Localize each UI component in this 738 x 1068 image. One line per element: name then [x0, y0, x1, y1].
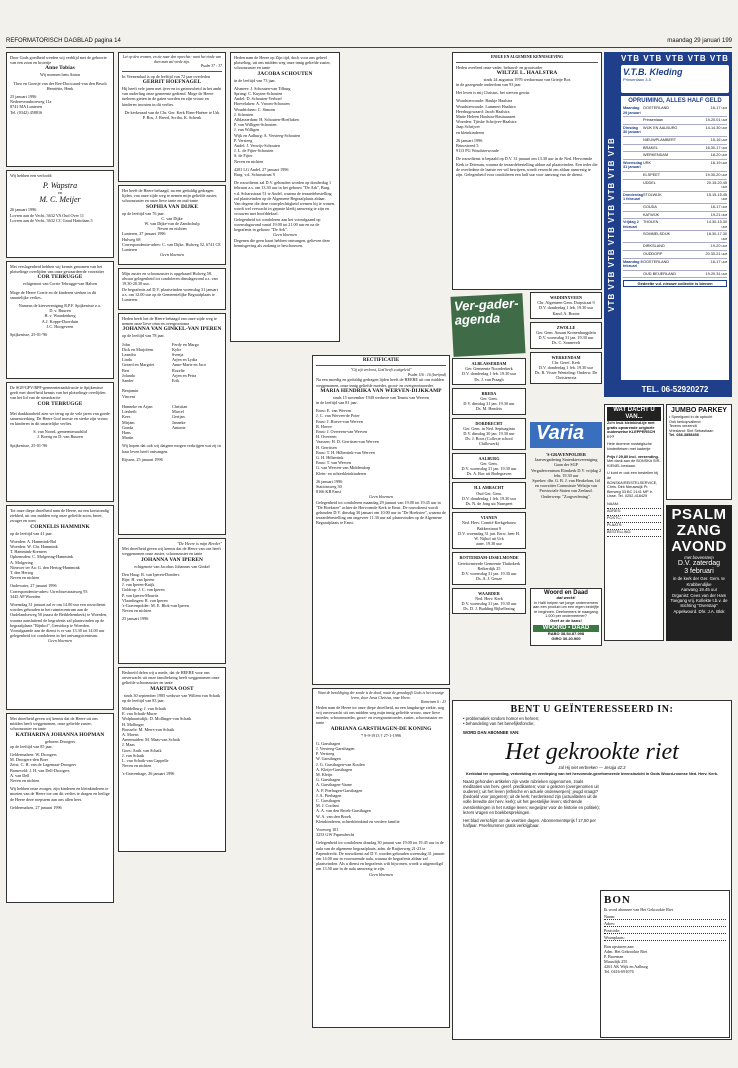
vtb-schedule-row: ELSPEET 19.30-20 uur	[623, 172, 727, 180]
notice-body-2: Van degene die deze rouwplechtigheid wensen bij te wonen, wordt wel verwacht in gepaste kledij aanwezig te zijn en vrouwen met hoofddeksel.	[234, 201, 336, 217]
family-line: A. Molgering	[10, 559, 33, 565]
death-notice-schouten: Heden nam de Heere op Zijn tijd, doch voor ons geheel plotseling, uit ons midden weg onze innig geliefde zuster, schoonzuster en tante JACOBA SCHOUTEN in de leeftijd van 73 jaar. Alsmeer: J. Schouten-van Tilburg Sprang: C. Kuyten-Schouten Andel: D. Schouten-Verhoef Hoevelaken: A. Vroom-Schouten Woudrichem: C. Simons J. Schouten Alblasserdam: H. Schouten-Hoeflaken P. van Willigen-Schouten J. van Willigen Wijk en Aalburg: A. Versteeg-Schouten P. Versteeg Andel: J. Verwijs-Schouten J. L. de Fijter-Schouten S. de Fijter Neven en nichten 4281 LG Andel, 27 januari 1996 Burg. v.d. Scharsstraat 9 De rouwdienst zal D.V. gehouden worden op donderdag 1 februari a.s. om 13.30 uur in het gebouw "De Ark", Burg. v.d. Scharsstraat 51 te Andel, waarna de teraardebestelling zal plaatsvinden op de Algemene Begraafplaats aldaar. Van degene die deze rouwplechtigheid wensen bij te wonen, wordt wel verwacht in gepaste kledij aanwezig te zijn en vrouwen met hoofddeksel. Gelegenheid tot condoleren aan het voorafgaand op woensdagavond vanaf 19.00 tot 21.00 uur en na de begrafenis in gebouw "De Ark". Geen bloemen Degenen die geen kaart hebben ontvangen, gelieven deze kennisgeving als zodanig te beschouwen.	[230, 52, 340, 342]
column-4	[452, 52, 602, 293]
notice-sub: sinds 24 augustus 1976 weduwnaar van Grietje Bos	[483, 76, 571, 82]
agenda-left-list	[452, 358, 526, 614]
notice-text: Door Gods goedheid werden wij verblijd met de geboorte van een zoon en broertje	[10, 55, 107, 66]
notice-text: Met droefheid geven wij kennis dat de Heere uit ons midden heeft weggenomen, onze geliefde zuster, schoonzuster en tante	[10, 716, 98, 732]
notice-body-2: De rouwdienst is bepaald op D.V. 31 januari om 13.30 uur in de Ned. Hervormde Kerk te Driesum, waarna de teraardebestelling aldaar zal plaatsvinden. Een ieder die de overledene de laatste eer wil bewijzen, wordt verzocht om aldaar aanwezig te zijn. Gelegenheid voor condoleren een half uur voor aanvang van de dienst.	[456, 156, 598, 178]
agenda-item: ZWOLLE Ger. Gem. Ansant Kronenburgplein D.V. woensdag 31 jan. 19.30 uur Ds. C. Sonnevelt	[530, 322, 602, 349]
notice-place: Geldermalsen, 27 januari 1996	[10, 804, 62, 810]
family-line: Ophemsden: C. Molgering-Hammink	[10, 554, 73, 560]
notice-name: CORNELIS HAMMINK	[30, 523, 90, 530]
family-line: Neven en nichten	[10, 575, 40, 581]
vtb-schedule-row: Woensdag 31 januari URK 16-19 uur	[623, 160, 727, 172]
notice-parents: Theo en Goertje van der Ree-Docwaard-van den Beuch	[13, 80, 107, 86]
coupon-place-field[interactable]: Woonplaats:	[604, 934, 726, 941]
death-notice-van-iperen: "De Heere is mijn Herder" Met droefheid geven wij kennis dat de Heere van ons heeft weggenomen onze zuster, schoonzuster en tante JOHANNA VAN IPEREN echtgenote van Jacobus Johannes van Ginkel Den Haag: R. van Iperen-Donders Rijn: H. van Iperen J. van Iperen-Kuijk Goldrop: J. C. van Iperen P. van Iperen-Mourits Vlaardingen: R. van Iperen 's-Gravenpolder: M. E. Blok-van Iperen Neven en nichten 25 januari 1996	[118, 538, 226, 664]
varia-logo: Varia	[530, 422, 602, 448]
family-line: Zeist: C. H. van de Lagemaat-Droogers	[10, 762, 77, 768]
vtb-schedule-row: WERKENDAM 18-20 uur	[623, 152, 727, 160]
notice-footer: Geen bloemen	[159, 252, 185, 258]
vtb-schedule-row: NIEUWPLAMBERT 15-16 uur	[623, 137, 727, 145]
notice-age: op de leeftijd van 83 jaar.	[122, 697, 165, 703]
vtb-schedule-row: BRAKEL 16.30-17 uur	[623, 145, 727, 153]
notice-sub: sinds 15 november 1949 weduwe van Teunis van Werven	[332, 394, 430, 400]
notice-name: KATHARINA JOHANNA HOPMAN	[15, 731, 105, 738]
notice-place: Spijkenisse, 25-01-'96	[10, 332, 48, 338]
vtb-schedule-row: GOUDA 16-17 uur	[623, 204, 727, 212]
agenda-item: WADDINXVEEN Chr. Algemeen Gem. Dorpstraat 9 D.V. donderdag 1 feb. 19.30 uur Kand. A. Boone	[530, 292, 602, 319]
header-left: REFORMATORISCH DAGBLAD pagina 14	[6, 38, 121, 44]
family-line: Barneveld: J. H. van Dell-Droogers	[10, 767, 70, 773]
notice-address: Hulweg 68	[122, 236, 141, 242]
agenda-item: H.I. AMBACHT Oud Ger. Gem. D.V. donderdag 1 feb. 19.30 uur Ds. N. de Jong uit Nunspeet	[452, 482, 526, 509]
notice-name: COR TEBRUGGE	[37, 400, 83, 407]
notice-signer: S. van Noord, gemeenteraadslid	[33, 429, 87, 435]
death-notice-tebrugge-2	[6, 382, 114, 502]
notice-address: Nedereveaubroeweg 11a 8741 MA Lunteren Tel. (0342) 458816	[10, 99, 52, 115]
death-notice-haalstra: ENIGE EN ALGEMENE KENNISGEVING Heden overleed onze vader, behuwd- en grootvader WILTZE L. HAALSTRA sinds 24 augustus 1976 weduwnaar van Grietje Bos in de gezegende ouderdom van 93 jaar. Het leven is mij Christus, het sterven gewin. Woudsterwoude: Baukje Haalstra Woudsterwoude: Lammert Haalstra Heerhugowaard: Jacob Haalstra Marie Heleen Haalstra-Bastiaansen Woerden: Tjitske Schrijver-Haalstra Jaap Schrijver en kleinkinderen 26 januari 1996 Brincstreed 5 9113 PG Woudsterwoude De rouwdienst is bepaald op D.V. 31 januari om 13.30 uur in de Ned. Hervormde Kerk te Driesum, waarna de teraardebestelling aldaar zal plaatsvinden. Een ieder die de overledene de laatste eer wil bewijzen, wordt verzocht om aldaar aanwezig te zijn. Gelegenheid voor condoleren een half uur voor aanvang van de dienst.	[452, 52, 602, 290]
notice-body: Hij heeft vele jaren met ijver en in getrouwheid in het ambt van ouderling onze gemeente gediend. Moge de Heere tueleren gieten in de gaten worden en zijn vrouw en kinderen troosten in dit verlies.	[122, 85, 222, 107]
notice-body-4: Degenen die geen kaart hebben ontvangen, gelieven deze kennisgeving als zodanig te beschouwen.	[234, 237, 331, 248]
notice-signer: H. v. Waardenberg	[44, 313, 76, 319]
notice-name: JOHANNA VAN IPEREN	[140, 556, 204, 563]
address-field[interactable]: ADRES:	[607, 509, 661, 516]
notice-body: Wij hebben onze zwager, zijn kinderen en kleinkinderen te moeten van de Heere toe om dit verlies te dragen en heilige de Heere deze roepstem aan ons allen heet.	[10, 786, 110, 802]
notice-name: COR TEBRUGGE	[37, 274, 83, 281]
gekrookte-riet-ad: BENT U GEÏNTERESSEERD IN: • problematiek rondom homor en hehren; • behandeling van het benefijksfonctie; WORD DAN ABONNEE VAN: Het gekrookte riet zal Hij niet verbreken — Jesaja 42:3 Kerkblad ter opvoeding, verbreiding en verdieping van het hervormde-gereformeerde levensinzicht in Gods Woord-roomse Ned. Herv. Kerk. Naast gehonden artikelen zijn vaste rubrieken opgenomen, zoals meditaties van herv. geref. predikanten; voor u gelezen (overgenomen uit ouderen); uit het leven (ethische en actuele onderwerpen); jeugd vraagt? (bedoeld voor jongeren); uit de kerk; herdenkend zijn (actualiteiten uit de volle breedte der herv. kerk); uit het geestelijke leven; stichtende overdenkingen in het rustige leven; wegwijzer voor de historie en politiek); lezers vragen en boekbesprekingen. Het blad verschijnt om de veertien dagen. Abonnementsprijs f 17,50 per halfjaar. Proefnummer gratis verkrijgbaar.	[452, 700, 732, 1040]
coupon-name-field[interactable]: Naam:	[604, 913, 726, 920]
notice-place: Lunteren, 27 januari 1996	[122, 231, 166, 237]
notice-address: Lovren aan de Vecht, 3632 VA Oud Over 11	[10, 212, 84, 218]
vtb-schedule-row: OUD-BEIJERLAND 19-20.31 uur	[623, 271, 727, 279]
notice-text: Heden nam de Heere tot onze diepe droefheid, na een langdurige ziekte, nog vrij onverwacht uit ons midden weg mijn innig geliefde vrouw, onze lieve moeder, schoonmoeder, groot- en overgrootmoeder, zuster, schoonzuster en tante	[316, 704, 445, 726]
notice-signer: A.J. Koppe-Doorduin	[41, 318, 79, 324]
death-notice-van-dijke	[118, 185, 226, 265]
agenda-item: DORDRECHT Ger. Gem. in Ned. Septuaginta D.V. dinsdag 30 jan. 19.30 uur Ds. J. Roos (Collecte school Chillowerk)	[452, 418, 526, 450]
death-notice-garsthagen: Want de bezoldiging der zonde is de dood, maar de genadegift Gods is het eeuwige leven, door Jezus Christus, onze Heere. Romeinen 6 : 23 Heden nam de Heere tot onze diepe droefheid, na een langdurige ziekte, nog vrij onverwacht uit ons midden weg mijn innig geliefde vrouw, onze lieve moeder, schoonmoeder, groot- en overgrootmoeder, zuster, schoonzuster en tante ADRIANA GARSTHAGEN-DE KONING * 9-9-1913 † 27-1-1996 G. Garsthagen J. Versteeg-Garsthagen P. Versteeg W. Garsthagen J. G. Garsthagen-van Koulen A. Kleijn-Garsthagen M. Kleijn G. Garsthagen A. Garsthagen-Vaane A. P. Pierhagen-Garsthagen J. A. Pierhagen C. Garsthagen M. J. Coolant A. A. van den Broek-Garsthagen W. A. van den Broek Kleinkinderen, achterkleinkind en verdere familie Voorweg 101 3253 GW Papendrecht Gelegenheid tot condoleren dinsdag 30 januari van 19.00 tot 19.45 uur in de aula van de algemene begraafplaats, adm. de Ruijterweg 21-23 te Papendrecht. De rouwdienst zal D.V. worden gehouden woensdag 31 januari om 14.00 uur in voornoemde aula, waarna de begrafenis aldaar zal plaatsvinden. Als u dienst en begrafenis wilt bijwonen, wordt u uitgenodigd om 13.50 uur in de aula aanwezig te zijn. Geen bloemen	[312, 688, 450, 1028]
birth-notice-anne	[6, 52, 114, 167]
vtb-schedule-row: Dinsdag 30 januari WIJK EN AALBURG 14-14.30 uur	[623, 125, 727, 137]
notice-age: op de leeftijd van 76 jaar.	[122, 210, 165, 216]
jumbo-parkey-ad: JUMBO PARKEY • Speelgoed in de optocht Ook kerkopvallend Tevens verzendt Vriesland: Sint Sebastiaan Tel. 038-3858458	[666, 404, 732, 500]
notice-text: Na een moedig en geduldig gedragen lijden heeft de HEERE uit ons midden weggenomen, onze innig geliefde moeder, groot- en overgrootmoeder	[316, 377, 444, 388]
notice-name: Anne Tobias	[45, 65, 75, 72]
death-notice-hammink	[6, 505, 114, 710]
agenda-item: ALBLASSERDAM Ger. Gemeente Noorderkerk D.V. donderdag 1 feb. 19.30 uur Ds. J. van Praagh	[452, 358, 526, 385]
column-2	[118, 52, 226, 855]
vtb-phone: TEL. 06-52920272	[641, 384, 709, 394]
notice-text: Met droefheid geven wij kennis dat de Heere van ons heeft weggenomen onze zuster, schoonzuster en tante	[122, 546, 221, 557]
notice-age: in de leeftijd van 73 jaar.	[234, 77, 276, 83]
family-line: C. van Dijke	[161, 215, 183, 221]
notice-text: Wij hebben een verloofd:	[10, 173, 53, 178]
family-left: John Dick en Marjoleen Leandra Linda Gerard en Margriet Bert Jolanda Sander Benjamin Vincent Hunneke en Arjan Liesbeth Kees Mirjam Gonda Hans Martin	[122, 341, 155, 441]
woord-en-daad-ad: Woord en Daad dat werkt! In Haïti helpen we jonge ondernemers aan een product om een eigen bedrijfje te beginnen. Deelnemers te naargang 1.000 per onderneemer? Geef ze de kans! WOORD • DAAD RABO 38.54.87.098 GIRO 30.20.900	[530, 588, 602, 646]
notice-place: 's-Gravenhage, 26 januari 1996	[122, 771, 175, 777]
notice-age: op de leeftijd van 78 jaar.	[122, 333, 165, 339]
vtb-schedule-row: Donderdag 1 februari STOLWIJK 15.15-15.45 uur	[623, 192, 727, 204]
notice-verse-ref: Romeinen 6 : 23	[421, 700, 446, 705]
notice-text: Met verslagenheid hebben wij kennis genomen van het plotselinge overlijden van onze gewaardeerde voorzitter	[10, 264, 105, 275]
header-right: maandag 29 januari 199	[667, 38, 732, 44]
family-line: Neven en nichten	[10, 778, 40, 784]
notice-signer: De kerkeraad van de Chr. Ger. Kerk Eben-Haëzer te Urk	[124, 109, 220, 115]
family-line: W. van Dijke-van de Zandschulp	[144, 221, 200, 227]
notice-en: en	[58, 190, 62, 196]
column-3	[230, 52, 340, 345]
notice-name: SOPHIA VAN DIJKE	[145, 203, 199, 210]
name-field[interactable]: NAAM:	[607, 502, 661, 509]
postcode-field[interactable]: POSTC.:	[607, 516, 661, 523]
wat-dacht-u-van-ad: WAT DACHT U VAN... Zo'n leuk kleinkind-tje met gratis opvarende originele ouderwetse KLEPPERSCH !!?? Hele dromme nostalgische kinderfietsen met kadertje Prijs f 29,80 incl. verzending. Met dank aan de BONSKA SIR-KIENEL bestaan. U kunt er ook een bestellen bij de BONSKA/REISTELSERVICE, Chris. Dirk Nieuwwijk Pr. Bierweg 33 BC 2141 MP Ir. Lisse. Tel. 0252-418429 NAAM: ADRES: POSTC.: PLAATS: BESTELLING:	[604, 404, 664, 641]
ad-title: BENT U GEÏNTERESSEERD IN:	[510, 704, 674, 715]
notice-name: MARIA HENDRIKA VAN WERVEN-DIJKKAMP	[320, 387, 442, 394]
notice-footer: Geen bloemen	[368, 871, 394, 877]
coupon-postcode-field[interactable]: Postcode:	[604, 927, 726, 934]
notice-place: 26 januari 1996 Stationsweg 30 8166 KB Emst	[316, 478, 343, 495]
vtb-top-banner: VTB VTB VTB VTB VTB	[621, 53, 729, 63]
notice-place: 26 januari 1996 Brincstreed 5 9113 PG Woudsterwoude	[456, 137, 499, 154]
place-field[interactable]: PLAATS:	[607, 523, 661, 530]
notice-body: De rouwdienst zal D.V. gehouden worden op donderdag 1 februari a.s. om 13.30 uur in het gebouw "De Ark", Burg. v.d. Scharsstraat 51 te Andel, waarna de teraardebestelling zal plaatsvinden op de Algemene Begraafplaats aldaar.	[234, 180, 332, 201]
notice-text: Het heeft de Heere behaagd, na een geduldig gedragen lijden, van onze zijde weg te nemen mijn geliefde zuster, schoonzuster en onze lieve tante en oud-tante	[122, 188, 218, 204]
notice-text: Heden heeft het de Heere behaagd van onze zijde weg te nemen onze lieve oma en overgrootoma	[122, 316, 217, 327]
vtb-schedule-row: OUDDORP 20.30-21 uur	[623, 251, 727, 259]
notice-title: RECTIFICATIE	[362, 358, 400, 363]
notice-correspondence: Correspondentie-adres: C. van Dijke, Hulweg 52, 6741 CE Lunteren	[122, 241, 221, 253]
family-line: T. Hammink-Kremers	[10, 549, 47, 555]
notice-sub: Wij noemen hem Anton	[40, 72, 80, 78]
notice-place: Oudewater, 27 januari 1996	[10, 583, 57, 589]
notice-text: Bedroefd delen wij u mede, dat de HEERE voor ons onverwacht uit onze familiekring heeft weggenomen onze geliefde schoonzuster en tante	[122, 670, 220, 686]
notice-kids: Henriëtte, Henk	[46, 85, 74, 91]
order-field[interactable]: BESTELLING:	[607, 530, 661, 537]
notice-text: Mijn zuster en schoonzuster is opgebaard Hulweg 58, alwaar gelegenheid tot condoleren dinsdagavond a.s. van 19.30-20.30 uur.	[122, 271, 218, 287]
notice-body-2: Voorafgaande aan de dienst is er van 13.30 tot 14.00 uur gelegenheid tot condoleren in het ontvangstcentrum.	[10, 628, 105, 639]
agenda-right-list	[530, 292, 602, 384]
notice-name: MARTINA OOST	[150, 685, 194, 692]
agenda-item: VIANEN Ned. Herv. Comité Kerkgebouw Bakkerstraat 9 D.V. woensdag 31 jan. Eerw. heer H. W. Nijhof uit Urk aanv. 19.30 uur	[452, 512, 526, 549]
family-line: A. van Dell	[10, 772, 30, 778]
vtb-shop-card: V.T.B. Kleding Prinsenlaan 3-5	[621, 65, 729, 93]
notice-text: Heden overleed onze vader, behuwd- en grootvader	[456, 64, 543, 70]
family-line: Nieuwer ter Aa: G. den Hertog-Hammink	[10, 564, 80, 570]
notice-name: GERRIT HOEFNAGEL	[142, 78, 202, 85]
notice-footer: Geen bloemen	[47, 638, 73, 644]
notice-name: P. Wapstra	[42, 181, 78, 191]
agenda-right	[530, 292, 602, 387]
death-notice-hopman	[6, 713, 114, 903]
notice-name: JOHANNA VAN GINKEL-VAN IPEREN	[122, 326, 222, 333]
notice-date: 26 januari 1996	[10, 207, 37, 213]
notice-age: op de leeftijd van 85 jaar.	[10, 743, 53, 749]
vtb-schedule-row: KATWIJK 19-21 uur	[623, 212, 727, 220]
notice-footer: Geen bloemen	[368, 494, 394, 500]
notice-name-2: M. C. Meijer	[39, 195, 81, 205]
column-1	[6, 52, 114, 906]
death-notice-hoefnagel	[118, 52, 226, 182]
notice-signer-names: P. Bos, J. Breed, Scriba, K. Schenk	[142, 115, 202, 120]
page-header	[6, 38, 732, 48]
notice-signer: Namens de kiesvereniging R.P.F. Spijkenisse e.o.	[18, 303, 102, 309]
notice-signer: D. v. Buuren	[49, 308, 71, 314]
notice-place: Rijssen, 25 januari 1996	[122, 456, 163, 462]
death-notice-oost: Bedroefd delen wij u mede, dat de HEERE voor ons onverwacht uit onze familiekring heeft weggenomen onze geliefde schoonzuster en tante MARTINA OOST sinds 30 september 1985 weduwe van Willem van Schaik op de leeftijd van 83 jaar. Middelburg: J. van Schaik E. van Schaik-Murre Wolphaartsdijk: D. Mollinger-van Schaik H. Mollinger Borssele: M. Merrs-van Schaik A. Moens Arnemuiden: M. Maas-van Schaik J. Maas Goes: Anth. van Schaik J. van Schaik L. van Schaik-van Cappelle Neven en nichten 's-Gravenhage, 26 januari 1996	[118, 667, 226, 852]
notice-body: Gelegenheid tot condoleren maandag 29 januari van 19.00 tot 19.45 uur in "De Hoekstee" achter de Hervormde Kerk te Emst. De rouwdienst wordt gehouden D.V. dinsdag 30 januari om 10.00 uur in "De Hoekstee", waarna de teraardebestelling om ongeveer 11.30 uur zal plaatsvinden op de Algemene Begraafplaats te Emst.	[316, 499, 446, 526]
varia-item: 'S-GRAVENPOLDER Jaarvergadering Statenkiesvereniging Gaan der SGP Vergadercentrum Elimkerk D.V. vrijdag 2 febr. 19.30 uur Spreker: dhr. G. B. J. van Heukelom, lid en voorzitter Commissie Welzijn van Provinciale Staten van Zeeland. Onderwerp: "Zorgverlening".	[530, 452, 602, 499]
vtb-kleding-ad	[604, 52, 732, 397]
death-notice-van-ginkel	[118, 313, 226, 535]
agenda-item: WAARDER Ned. Herv. Kerk D.V. woensdag 31 jan. 19.30 uur Ds. D. J. Budding Bijbellezing	[452, 588, 526, 615]
notice-body: Moge de Heere Corrie en de kinderen sterken in dit smartelijke verlies.	[10, 289, 97, 300]
notice-verse-ref: Psalm 37 : 37	[200, 64, 222, 69]
family-line: Geldermalsen: W. Droogers	[10, 752, 57, 758]
notice-body-3: Gelegenheid tot condoleren aan het voorafgaand op woensdagavond vanaf 19.00 tot 21.00 uur en na de begrafenis in gebouw "De Ark".	[234, 216, 321, 233]
engagement-notice	[6, 170, 114, 258]
notice-van-dijke-info	[118, 268, 226, 310]
notice-date: 25 januari 1996	[122, 616, 149, 622]
vtb-schedule-row: Vrijdag 2 februari THOLEN 14.30-15.30 uur	[623, 219, 727, 231]
notice-text: Heden nam de Heere op Zijn tijd, doch voor ons geheel plotseling, uit ons midden weg onze innig geliefde zuster, schoonzuster en tante	[234, 55, 331, 71]
agenda-item: BREDA Ger. Gem. D.V. dinsdag 31 jan. 19.30 uur Ds. M. Hendrix	[452, 388, 526, 415]
notice-address: Voorweg 101 3253 GW Papendrecht	[316, 827, 355, 838]
notice-name: ADRIANA GARSTHAGEN-DE KONING	[330, 725, 432, 732]
notice-footer: Geen bloemen	[272, 232, 298, 238]
notice-dates: * 9-9-1913 † 27-1-1996	[360, 732, 402, 738]
notice-name: JACOBA SCHOUTEN	[257, 70, 313, 77]
vtb-schedule-row: Maandag 5 februari OOSTERLAND 16-17 uur	[623, 259, 727, 271]
notice-age: in de leeftijd van 81 jaar.	[316, 400, 358, 405]
magazine-title: Het gekrookte riet	[505, 738, 679, 765]
notice-sub: sinds 30 september 1985 weduwe van Willem van Schaik	[123, 692, 221, 698]
notice-text: Tot onze diepe droefheid nam de Heere, na een kortstondig ziekbed, uit ons midden weg onze geliefde zoon, broer, zwager en oom	[10, 508, 110, 524]
notice-age: op de leeftijd van 41 jaar.	[10, 530, 53, 536]
notice-body: Woensdag 31 januari zal er om 14.00 uur een rouwdienst worden gehouden in het ruimtecentrum aan de Oudelandseweg 50 (naast de Bethlehemkerk) te Woerden, waarna aansluitend de begrafenis zal plaatsvinden op de begraafplaats "Rijnhof", Geestdorp te Woerden.	[10, 602, 108, 628]
notice-text: In Veenendaal is op de leeftijd van 72 jaar overleden	[122, 73, 210, 79]
coupon-address-field[interactable]: Adres:	[604, 920, 726, 927]
notice-sub: echtgenoot van Corrie Tebrugge-van Halsen	[22, 281, 98, 287]
rectificatie-notice: RECTIFICATIE "Gij zijt verloost, God heeft u uitgeleid" Psalm 116 : 16 (berijmd) Na een moedig en geduldig gedragen lijden heeft de HEERE uit ons midden weggenomen, onze innig geliefde moeder, groot- en overgrootmoeder MARIA HENDRIKA VAN WERVEN-DIJKKAMP sinds 15 november 1949 weduwe van Teunis van Werven in de leeftijd van 81 jaar. Emst: E. van Werven J. C. van Werven-de Poter Emst: J. Hoeve-van Werven B. Hoeve Emst: J. Overeem-van Werven H. Overeem Vaassen: H. D. Gerritsen-van Werven H. Gerritsen Emst: T. H. Hilbertink-van Werven G. H. Hilbertink Emst: T. van Werven G. van Werven-van Middendorp Klein- en achterkleinkinderen 26 januari 1996 Stationsweg 30 8166 KB Emst Geen bloemen Gelegenheid tot condoleren maandag 29 januari van 19.00 tot 19.45 uur in "De Hoekstee" achter de Hervormde Kerk te Emst. De rouwdienst wordt gehouden D.V. dinsdag 30 januari om 10.00 uur in "De Hoekstee", waarna de teraardebestelling om ongeveer 11.30 uur zal plaatsvinden op de Algemene Begraafplaats te Emst.	[312, 355, 450, 685]
notice-signer: J.C. Hoogeveen	[46, 323, 74, 329]
notice-sub: echtgenote van Jacobus Johannes van Ginkel	[134, 563, 210, 569]
notice-date: 25 januari 1996	[10, 94, 37, 100]
notice-signer: J. Boerig en D. van Buuren	[37, 434, 83, 440]
subscription-coupon: BON Ik word abonnee van Het Gekrookte Riet Naam: Adres: Postcode: Woonplaats: Bon opsturen aan: Adm. Het Gekrookte Riet P. Broeman Muusdijk 255 4261 AK Wijk en Aalburg Tel. 0416-691076	[600, 890, 730, 1038]
notice-verse: Let op den vromen, en zie naar den oprechte; want het einde van dien man zal vrede zijn.	[122, 55, 222, 64]
family-line: Woerden: A. Hammink-Bal	[10, 538, 57, 544]
notice-address: Correspondentie-adres: Utrechtsestraatweg 93 3445 AP Woerden	[10, 588, 88, 599]
vtb-schedule: OPRUIMING, ALLES HALF GELD Maandag 29 januari OOSTERLAND 16-17 uur Prinsenlaan 19-20.01 uur Dinsdag 30 januari WIJK EN AALBURG 14-14.30 uur NIEUWPLAMBERT 15-16 uur BRAKEL 16.30-17 uur WERKENDAM 18-20 uur Woensdag 31 januari URK 16-19 uur ELSPEET 19.30-20 uur UDDEL 20.15-20.45 uur Donderdag 1 februari STOLWIJK 15.15-15.45 uur GOUDA 16-17 uur KATWIJK 19-21 uur Vrijdag 2 februari THOLEN 14.30-15.30 uur SOMMELSDIJK 16.30-17.30 uur DIRKSLAND 19-20 uur OUDDORP 20.30-21 uur Maandag 5 februari OOSTERLAND 16-17 uur OUD-BEIJERLAND 19-20.31 uur Gedeelte v.d. nieuwe collectie is binnen	[621, 96, 729, 380]
notice-text: De SGP/GPV/RPF-gemeenteraadsfractie te Spijkenisse geeft met droefheid kennis van het plotselinge overlijden van het lid van de steunfractie	[10, 385, 106, 401]
notice-place: Spijkenisse, 25-01-'96	[10, 442, 48, 448]
notice-address-2: Lovren aan de Vecht, 3632 CC Graaf Hattolaan 5	[10, 217, 93, 223]
agenda-left	[452, 358, 526, 617]
notice-verse: "De Heere is mijn Herder"	[177, 541, 222, 546]
family-right: Ferdy en Margo Kylie Svenja Arjen en Lydia Anne-Marie en Jaco Rozelie Arjen en Petra Erik Christian Marcel Gertjan Janneke Antonie	[172, 341, 206, 430]
notice-body: Met dankbaarheid zien we terug op de vele jaren van goede samenwerking. De Heere God troeste en sterke zijn vrouw en kinderen in dit smartelijke verlies.	[10, 410, 110, 427]
notice-body: Het leven is mij Christus, het sterven gewin.	[456, 90, 531, 96]
notice-name: WILTZE L. HAALSTRA	[496, 69, 558, 76]
family-line: M. Droogers-den Boer	[10, 757, 49, 763]
notice-verse: Want de bezoldiging der zonde is de dood, maar de genadegift Gods is het eeuwige leven, door Jezus Christus, onze Heere.	[317, 691, 445, 700]
family-line: Neven en nichten	[157, 226, 187, 232]
psalmzang-avond-ad: PSALM ZANG AVOND met bovenstem D.V. zaterdag 3 februari in de kerk der Ger. Gem. te Krabbendijke Aanvang 19.45 uur Organist: Cees van der Ham Toegang vrij. Kollekte t.b.v. de stichting "Overstap" Appelwoord. Dhr. J.A. Blok	[666, 505, 732, 641]
family-line: T. den Hertog	[10, 570, 34, 576]
notice-title: ENIGE EN ALGEMENE KENNISGEVING	[490, 55, 564, 59]
notice-address: 4281 LG Andel, 27 januari 1996 Burg. v.d. Scharsstraat 9	[234, 166, 289, 178]
notice-sub: geboren Droogers	[44, 738, 76, 744]
vtb-schedule-row: DIRKSLAND 19-20 uur	[623, 243, 727, 251]
family-columns	[122, 342, 222, 441]
vtb-rows	[623, 105, 727, 278]
vtb-schedule-row: Maandag 29 januari OOSTERLAND 16-17 uur	[623, 105, 727, 117]
column-3-lower	[312, 355, 450, 1031]
notice-body: De begrafenis zal D.V. plaatsvinden woensdag 31 januari a.s. om 12.00 uur op de Gemeentelijke Begraafplaats te Lunteren.	[122, 286, 218, 303]
family-line: Woerden: W. Chr. Hammink	[10, 544, 58, 550]
vtb-schedule-row: Prinsenlaan 19-20.01 uur	[623, 117, 727, 125]
agenda-item: WERKENDAM Chr. Geref. Kerk D.V. donderdag 1 feb. 19.30 uur Ds. R. Visser Wenteling: Onderw. De Christenvria	[530, 352, 602, 384]
death-notice-tebrugge-1	[6, 261, 114, 379]
agenda-item: AALBURG Ger. Gem. D.V. woensdag 31 jan. 19.30 uur Ds. A. Bac uit Bodegraven	[452, 453, 526, 480]
agenda-item: ROTTERDAM-IJSSELMONDE Gereformeerde Gemeente Thabokerk Reikerdijk 25 D.V. woensdag 31 jan. 19.30 uur Ds. A. J. Geuze	[452, 552, 526, 584]
notice-verse: "Gij zijt verloost, God heeft u uitgeleid"	[350, 368, 412, 373]
notice-body: Gelegenheid tot condoleren dinsdag 30 januari van 19.00 tot 19.45 uur in de aula van de algemene begraafplaats, adm. de Ruijterweg 21-23 te Papendrecht. De rouwdienst zal D.V. worden gehouden woensdag 31 januari om 14.00 uur in voornoemde aula, waarna de begrafenis aldaar zal plaatsvinden. Als u dienst en begrafenis wilt bijwonen, wordt u uitgenodigd om 13.50 uur in de aula aanwezig te zijn.	[316, 840, 445, 872]
vtb-side-banner: VTB VTB VTB VTB VTB VTB VTB VTB	[604, 52, 618, 397]
vtb-schedule-row: UDDEL 20.15-20.45 uur	[623, 180, 727, 192]
vergader-agenda-logo: Ver-gader-agenda	[450, 293, 525, 357]
notice-body: Wij hopen dat ook wij datgene mogen verkrijgen wat zij in haar leven heeft ontvangen.	[122, 443, 221, 454]
notice-age: in de gezegende ouderdom van 93 jaar.	[456, 82, 522, 87]
vtb-schedule-row: SOMMELSDIJK 16.30-17.30 uur	[623, 231, 727, 243]
notice-verse-ref: Psalm 116 : 16 (berijmd)	[407, 372, 446, 377]
